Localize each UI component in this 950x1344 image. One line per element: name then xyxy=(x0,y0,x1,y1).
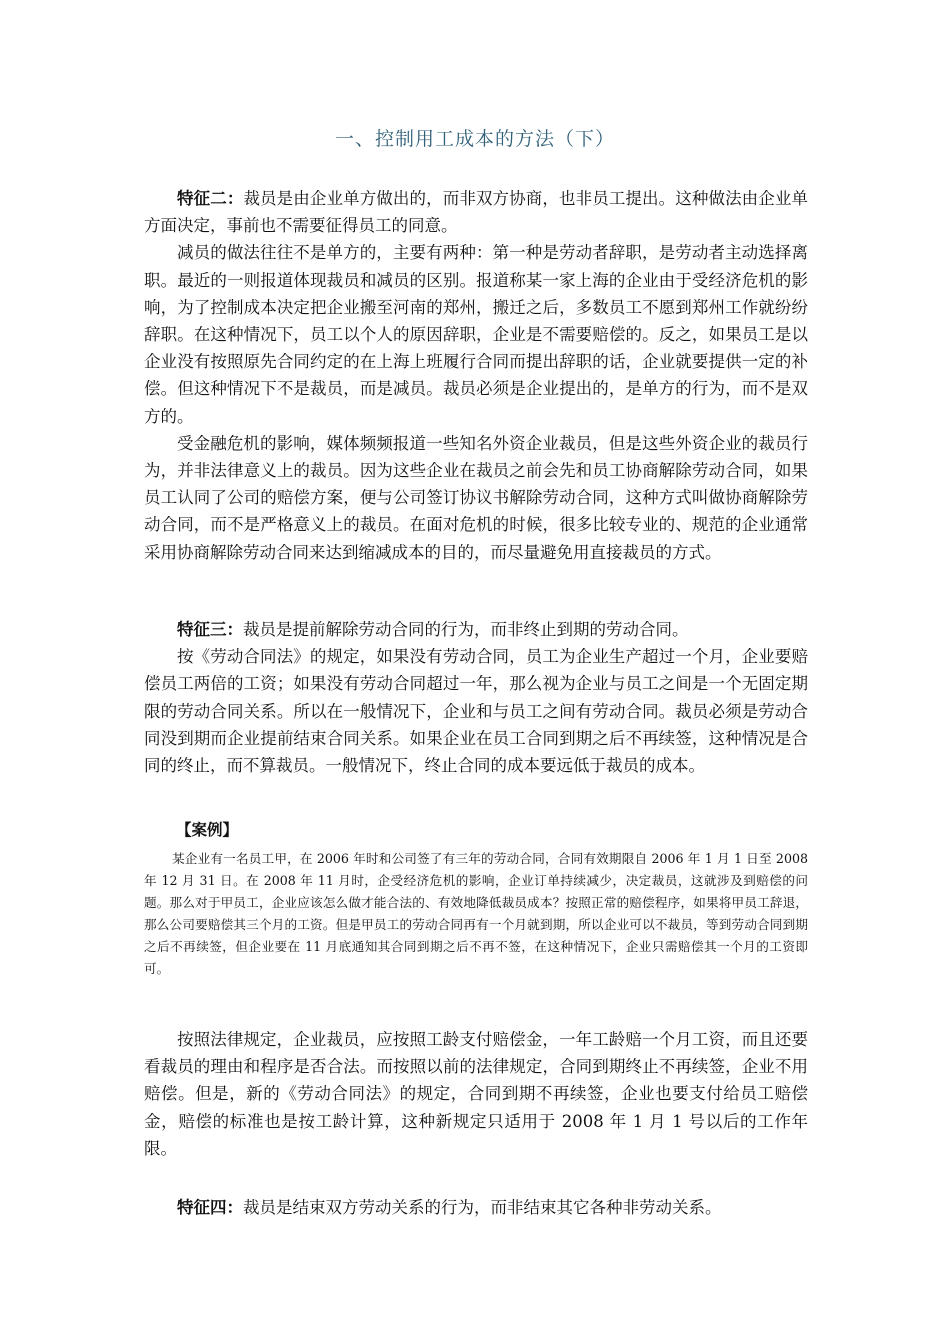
compensation-paragraph: 按照法律规定，企业裁员，应按照工龄支付赔偿金，一年工龄赔一个月工资，而且还要看裁员的理由和程序是否合法。而按照以前的法律规定，合同到期终止不再续签，企业不用赔偿。但是，新的《劳动合同法》的规定，合同到期不再续签，企业也要支付给员工赔偿金，赔偿的标准也是按工龄计算，这种新规定只适用于 2008 年 1 月 1 号以后的工作年限。 xyxy=(144,1030,808,1158)
case-paragraph: 某企业有一名员工甲，在 2006 年时和公司签了有三年的劳动合同，合同有效期限自 2006 年 1 月 1 日至 2008 年 12 月 31 日。在 2008 年 11 月时，企受经济危机的影响，企业订单持续减少，决定裁员，这就涉及到赔偿的问题。那么对于甲员工，企业应该怎么做才能合法的、有效地降低裁员成本？按照正常的赔偿程序，如果将甲员工辞退，那么公司要赔偿其三个月的工资。但是甲员工的劳动合同再有一个月就到期，所以企业可以不裁员，等到劳动合同到期之后不再续签，但企业要在 11 月底通知其合同到期之后不再不签，在这种情况下，企业只需赔偿其一个月的工资即可。 xyxy=(144,851,808,976)
feature-4-text: 裁员是结束双方劳动关系的行为，而非结束其它各种非劳动关系。 xyxy=(243,1198,722,1217)
feature-2-paragraph xyxy=(144,185,808,239)
feature-3-paragraph xyxy=(144,616,808,643)
feature-4-paragraph xyxy=(144,1194,808,1221)
feature-4-label: 特征四： xyxy=(177,1198,243,1217)
case-section xyxy=(144,848,808,980)
crisis-paragraph: 受金融危机的影响，媒体频频报道一些知名外资企业裁员，但是这些外资企业的裁员行为，并非法律意义上的裁员。因为这些企业在裁员之前会先和员工协商解除劳动合同，如果员工认同了公司的赔偿方案，便与公司签订协议书解除劳动合同，这种方式叫做协商解除劳动合同，而不是严格意义上的裁员。在面对危机的时候，很多比较专业的、规范的企业通常采用协商解除劳动合同来达到缩减成本的目的，而尽量避免用直接裁员的方式。 xyxy=(144,433,808,562)
feature-3-label: 特征三： xyxy=(177,620,243,639)
case-heading: 【案例】 xyxy=(176,821,239,839)
labor-law-paragraph: 按《劳动合同法》的规定，如果没有劳动合同，员工为企业生产超过一个月，企业要赔偿员工两倍的工资；如果没有劳动合同超过一年，那么视为企业与员工之间是一个无固定期限的劳动合同关系。所以在一般情况下，企业和与员工之间有劳动合同。裁员必须是劳动合同没到期而企业提前结束合同关系。如果企业在员工合同到期之后不再续签，这种情况是合同的终止，而不算裁员。一般情况下，终止合同的成本要远低于裁员的成本。 xyxy=(144,647,808,776)
feature-2-label: 特征二： xyxy=(177,189,244,208)
feature-2-text: 裁员是由企业单方做出的，而非双方协商，也非员工提出。这种做法由企业单方面决定，事前也不需要征得员工的同意。 xyxy=(144,189,809,236)
feature-4-section xyxy=(144,1194,808,1221)
feature-3-text: 裁员是提前解除劳动合同的行为，而非终止到期的劳动合同。 xyxy=(243,620,689,639)
compensation-section xyxy=(144,1026,808,1162)
feature-3-section xyxy=(144,616,808,779)
reduction-paragraph: 减员的做法往往不是单方的，主要有两种：第一种是劳动者辞职，是劳动者主动选择离职。最近的一则报道体现裁员和减员的区别。报道称某一家上海的企业由于受经济危机的影响，为了控制成本决定把企业搬至河南的郑州，搬迁之后，多数员工不愿到郑州工作就纷纷辞职。在这种情况下，员工以个人的原因辞职，企业是不需要赔偿的。反之，如果员工是以企业没有按照原先合同约定的在上海上班履行合同而提出辞职的话，企业就要提供一定的补偿。但这种情况下不是裁员，而是减员。裁员必须是企业提出的，是单方的行为，而不是双方的。 xyxy=(144,243,808,426)
feature-2-section xyxy=(144,185,808,566)
page-title: 一、控制用工成本的方法（下） xyxy=(334,128,615,150)
